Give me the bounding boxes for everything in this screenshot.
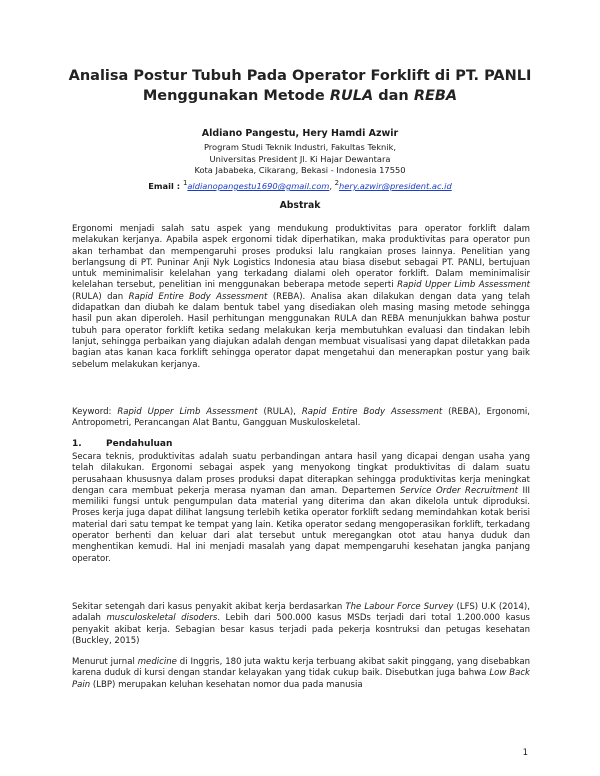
paragraph-term: Service Order Recruitment xyxy=(399,485,518,496)
email-label: Email : xyxy=(148,180,183,191)
email-link-1[interactable]: aldianopangestu1690@gmail.com xyxy=(187,180,330,191)
keyword-term: Rapid Entire Body Assessment xyxy=(301,407,443,417)
paragraph-term: musculoskeletal disoders xyxy=(106,613,218,624)
abstract-text: Ergonomi menjadi salah satu aspek yang mendukung produktivitas para operator forklift dalam melakukan kerjanya. Apabila aspek ergonomi tidak diperhatikan, maka produktivitas para operator pun akan terhambat dan mempengaruhi proses produksi lalu rangkaian proses lainnya. Penelitian yang berlangsung di PT. Puninar Anji Nyk Logistics Indonesia atau biasa disebut sebagai PT. PANLI, bertujuan untuk meminimalisir kelelahan yang terkadang dialami oleh operator forklift. Dalam meminimalisir kelelahan tersebut, penelitian ini menggunakan beberapa metode seperti xyxy=(72,224,530,291)
abstract-body xyxy=(72,224,530,371)
email-sup-2: 2 xyxy=(334,179,340,187)
abstract-text: (RULA) dan xyxy=(72,291,129,302)
paragraph-text: Secara teknis, produktivitas adalah suatu perbandingan antara hasil yang dicapai dengan usaha yang telah dilakukan. Ergonomi sebagai aspek yang menyokong tingkat produktivitas di dalam suatu perusahaan khususnya dalam proses produksi dapat diterapkan sehingga produktivitas kerja meningkat dengan cara membuat pekerja merasa nyaman dan aman. Departemen xyxy=(72,452,530,496)
paragraph-text: (LBP) merupakan keluhan kesehatan nomor dua pada manusia xyxy=(90,679,363,690)
affiliation-line: Program Studi Teknik Industri, Fakultas Teknik, xyxy=(203,142,397,152)
paragraph-term: medicine xyxy=(137,657,177,667)
paper-title xyxy=(60,66,540,106)
authors: Aldiano Pangestu, Hery Hamdi Azwir xyxy=(201,128,399,139)
paragraph-term: Low Back Pain xyxy=(72,668,531,690)
title-reba: REBA xyxy=(413,88,458,104)
title-line-1: Analisa Postur Tubuh Pada Operator Forklift di PT. PANLI xyxy=(68,68,532,84)
paragraph-text: . Lebih dari 500.000 kasus MSDs terjadi dari total 1.200.000 kasus penyakit akibat kerja. Sebagian besar kasus terjadi pada pekerja kosntruksi dan petugas kesehatan (Buckley, 2015) xyxy=(72,613,530,646)
keywords-text: (RULA), xyxy=(257,407,302,417)
abstract-term: Rapid Entire Body Assessment xyxy=(128,291,268,302)
email-link-2[interactable]: hery.azwir@president.ac.id xyxy=(339,180,452,191)
abstract-text: (REBA). Analisa akan dilakukan dengan data yang telah didapatkan dan diubah ke dalam bentuk tabel yang disediakan oleh masing masing metode sehingga hasil pun akan diperoleh. Hasil perhitungan menggunakan RULA dan REBA menunjukkan bahwa postur tubuh para operator forklift ketika sedang melakukan kerja membutuhkan evaluasi dan tindakan lebih lanjut, sehingga perbaikan yang diajukan adalah dengan membuat visualisasi yang dapat diletakkan pada bagian atas kanan kaca forklift sehingga operator dapat mengetahui dan menerapkan postur yang baik sebelum melakukan kerjanya. xyxy=(72,291,531,370)
abstract-heading: Abstrak xyxy=(279,200,321,211)
intro-paragraph-3 xyxy=(72,657,530,691)
affiliation-line: Kota Jababeka, Cikarang, Bekasi - Indonesia 17550 xyxy=(194,165,406,175)
section-title: Pendahuluan xyxy=(106,439,173,449)
email-line xyxy=(60,179,540,191)
intro-paragraph-1 xyxy=(72,452,530,565)
page-number: 1 xyxy=(522,748,528,758)
keyword-term: Rapid Upper Limb Assessment xyxy=(117,407,258,417)
paragraph-text: Sekitar setengah dari kasus penyakit akibat kerja berdasarkan xyxy=(72,602,346,612)
title-line-2 xyxy=(60,86,540,106)
paragraph-term: The Labour Force Survey xyxy=(345,602,454,612)
abstract-term: Rapid Upper Limb Assessment xyxy=(397,280,530,291)
email-separator: , xyxy=(329,180,335,191)
intro-paragraph-2 xyxy=(72,602,530,647)
title-rula: RULA xyxy=(329,88,374,104)
paragraph-text: di Inggris, 180 juta waktu kerja terbuang akibat sakit pinggang, yang disebabkan karena duduk di kursi dengan standar kelayakan yang tidak cukup baik. Disebutkan juga bahwa xyxy=(72,657,530,679)
section-number: 1. xyxy=(72,439,82,449)
paragraph-text: Menurut jurnal xyxy=(72,657,138,667)
keywords xyxy=(72,407,530,430)
affiliation xyxy=(60,142,540,177)
title-text: Menggunakan Metode xyxy=(142,88,330,104)
title-text: dan xyxy=(373,88,414,104)
keywords-text: (REBA), Ergonomi, Antropometri, Perancangan Alat Bantu, Gangguan Muskuloskeletal. xyxy=(72,407,531,429)
section-heading xyxy=(72,439,172,449)
keywords-label: Keyword: xyxy=(72,407,118,417)
email-sup-1: 1 xyxy=(182,179,188,187)
affiliation-line: Universitas President Jl. Ki Hajar Dewantara xyxy=(209,153,391,164)
paragraph-text: (LFS) U.K (2014), adalah xyxy=(72,602,530,624)
paragraph-text: III memiliki fungsi untuk pengumpulan data material yang diterima dan akan dikelola untuk diproduksi. Proses kerja juga dapat dilihat langsung terlebih ketika operator forklift sedang memindahkan kotak berisi material dari satu tempat ke tempat yang lain. Ketika operator sedang mengoperasikan forklift, terkadang operator berhenti dan keluar dari alat tersebut untuk meregangkan otot atau hanya duduk dan menghentikan kemudi. Hal ini menjadi masalah yang dapat mempengaruhi kesehatan jangka panjang operator. xyxy=(72,485,531,564)
